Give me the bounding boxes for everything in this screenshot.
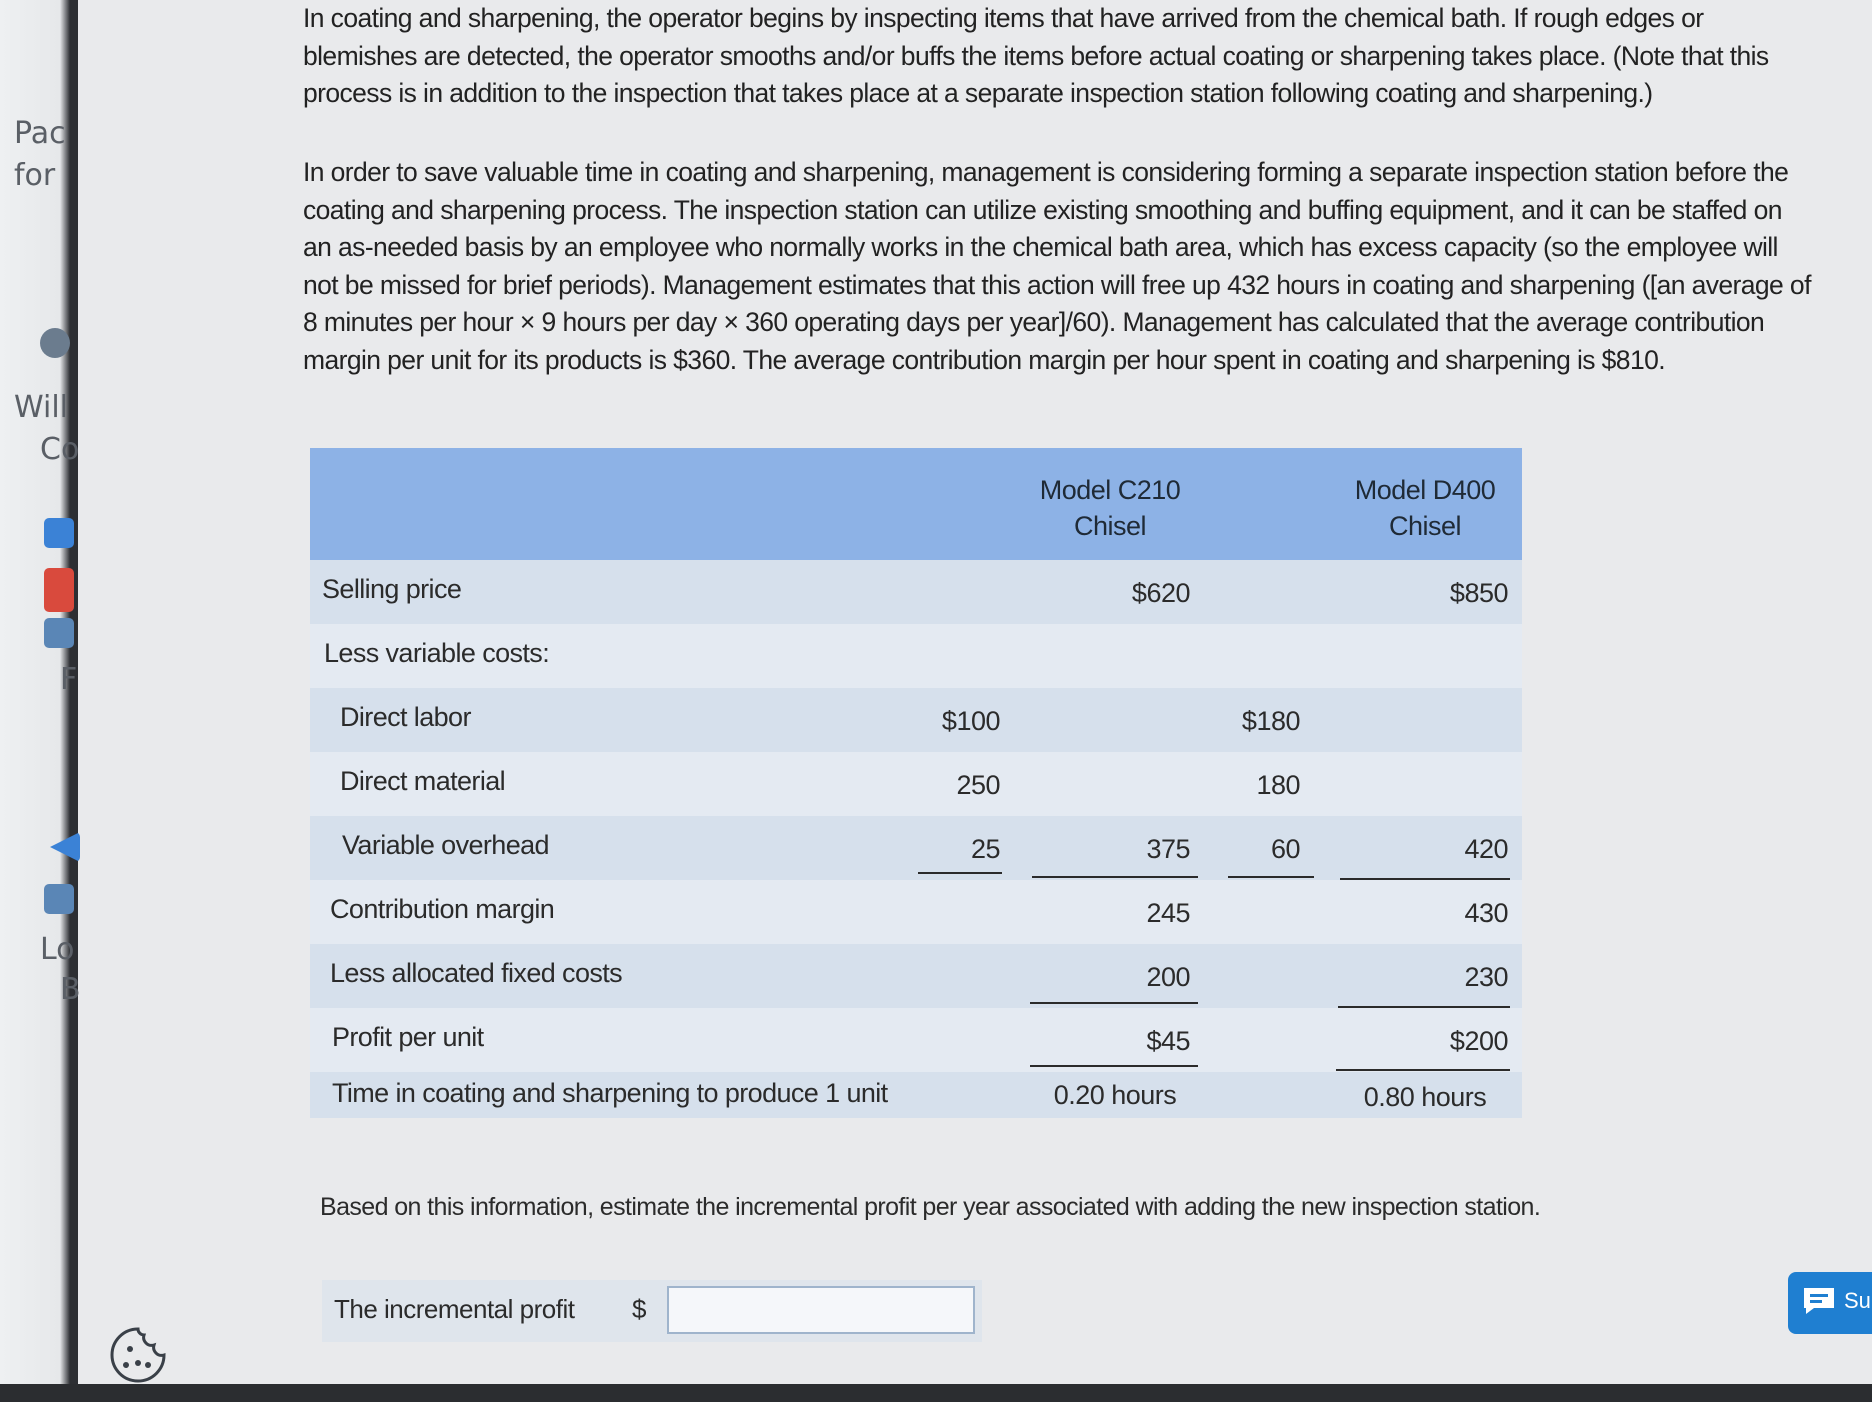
- row-label: Selling price: [322, 574, 462, 604]
- cell-value: $200: [1449, 1026, 1508, 1056]
- row-label: Time in coating and sharpening to produce 1 unit: [332, 1078, 888, 1108]
- screen-bottom-bezel: [0, 1384, 1872, 1402]
- cell-value: 250: [956, 770, 1000, 800]
- table-row: [310, 816, 1522, 880]
- check-icon[interactable]: [44, 518, 74, 548]
- arrow-up-right-icon[interactable]: [44, 618, 74, 648]
- cell-value: 430: [1464, 898, 1508, 928]
- row-label: Direct labor: [340, 702, 471, 732]
- table-row: [310, 624, 1522, 688]
- cell-value: 200: [1146, 962, 1190, 992]
- answer-row: [322, 1280, 982, 1342]
- sidebar-fragment: for: [14, 158, 56, 193]
- currency-symbol: $: [632, 1294, 647, 1324]
- product-table: [310, 448, 1522, 1118]
- table-row: [310, 880, 1522, 944]
- cell-value: 0.80 hours: [1363, 1082, 1487, 1112]
- cell-value: $45: [1146, 1026, 1190, 1056]
- check-icon[interactable]: [40, 328, 70, 358]
- row-label: Variable overhead: [342, 830, 549, 860]
- answer-label: The incremental profit: [334, 1294, 575, 1324]
- sidebar-fragment: F: [60, 662, 78, 697]
- row-label: Profit per unit: [332, 1022, 484, 1052]
- table-row: [310, 752, 1522, 816]
- table-row: [310, 1072, 1522, 1118]
- cell-value: 245: [1146, 898, 1190, 928]
- double-underline: [1336, 1069, 1510, 1071]
- chat-icon: [1802, 1286, 1836, 1316]
- cell-value: $850: [1449, 578, 1508, 608]
- cell-value: 25: [970, 834, 1000, 864]
- cell-value: 0.20 hours: [1053, 1080, 1177, 1110]
- row-label: Contribution margin: [330, 894, 555, 924]
- sidebar-fragment: Lo: [40, 932, 75, 967]
- header-model-d400: Model D400 Chisel: [1354, 475, 1496, 541]
- chat-button-label: Su: [1844, 1288, 1871, 1313]
- cell-value: 230: [1464, 962, 1508, 992]
- sidebar: [0, 0, 81, 1402]
- cell-value: $180: [1241, 706, 1300, 736]
- sidebar-fragment: Co: [40, 432, 80, 467]
- row-label: Less allocated fixed costs: [330, 958, 623, 988]
- row-label: Less variable costs:: [324, 638, 550, 668]
- sidebar-fragment: Will: [14, 390, 69, 425]
- sidebar-fragment: B: [60, 972, 81, 1007]
- double-underline: [1030, 1065, 1198, 1067]
- alert-icon[interactable]: [44, 568, 74, 612]
- header-model-c210: Model C210 Chisel: [1039, 475, 1181, 541]
- problem-paragraph-1: In coating and sharpening, the operator begins by inspecting items that have arrived from the chemical bath. If rough edges or blemishes are detected, the operator smooths and/or buffs the items before actual coating or sharpening takes place. (Note that this process is in addition to the inspection that takes place at a separate inspection station following coating and sharpening.): [303, 3, 1769, 108]
- table-row: [310, 1008, 1522, 1072]
- underline: [1032, 876, 1198, 878]
- cell-value: $100: [941, 706, 1000, 736]
- cell-value: $620: [1131, 578, 1190, 608]
- cell-value: 60: [1270, 834, 1300, 864]
- cookie-icon[interactable]: [108, 1325, 168, 1385]
- underline: [1228, 876, 1314, 878]
- table-row: [310, 688, 1522, 752]
- table-header: [310, 448, 1522, 560]
- cell-value: 420: [1464, 834, 1508, 864]
- table-row: [310, 560, 1522, 624]
- table-row: [310, 944, 1522, 1008]
- question-prompt: Based on this information, estimate the incremental profit per year associated with adding the new inspection station.: [320, 1193, 1541, 1221]
- chat-button[interactable]: [1788, 1272, 1872, 1334]
- underline: [1030, 1002, 1198, 1004]
- incremental-profit-input[interactable]: [667, 1286, 975, 1334]
- cell-value: 375: [1146, 834, 1190, 864]
- sidebar-fragment: Pac: [14, 116, 66, 151]
- sidebar-panel: [0, 0, 78, 1402]
- arrow-up-right-icon[interactable]: [44, 884, 74, 914]
- underline: [918, 872, 1002, 874]
- cell-value: 180: [1256, 770, 1300, 800]
- row-label: Direct material: [340, 766, 506, 796]
- problem-paragraph-2: In order to save valuable time in coating and sharpening, management is considering forming a separate inspection station before the coating and sharpening process. The inspection station can utilize existing smoothing and buffing equipment, and it can be staffed on an as-needed basis by an employee who normally works in the chemical bath area, which has excess capacity (so the employee will not be missed for brief periods). Management estimates that this action will free up 432 hours in coating and sharpening ([an average of 8 minutes per hour × 9 hours per day × 360 operating days per year]/60). Management has calculated that the average contribution margin per unit for its products is $360. The average contribution margin per hour spent in coating and sharpening is $810.: [303, 157, 1811, 375]
